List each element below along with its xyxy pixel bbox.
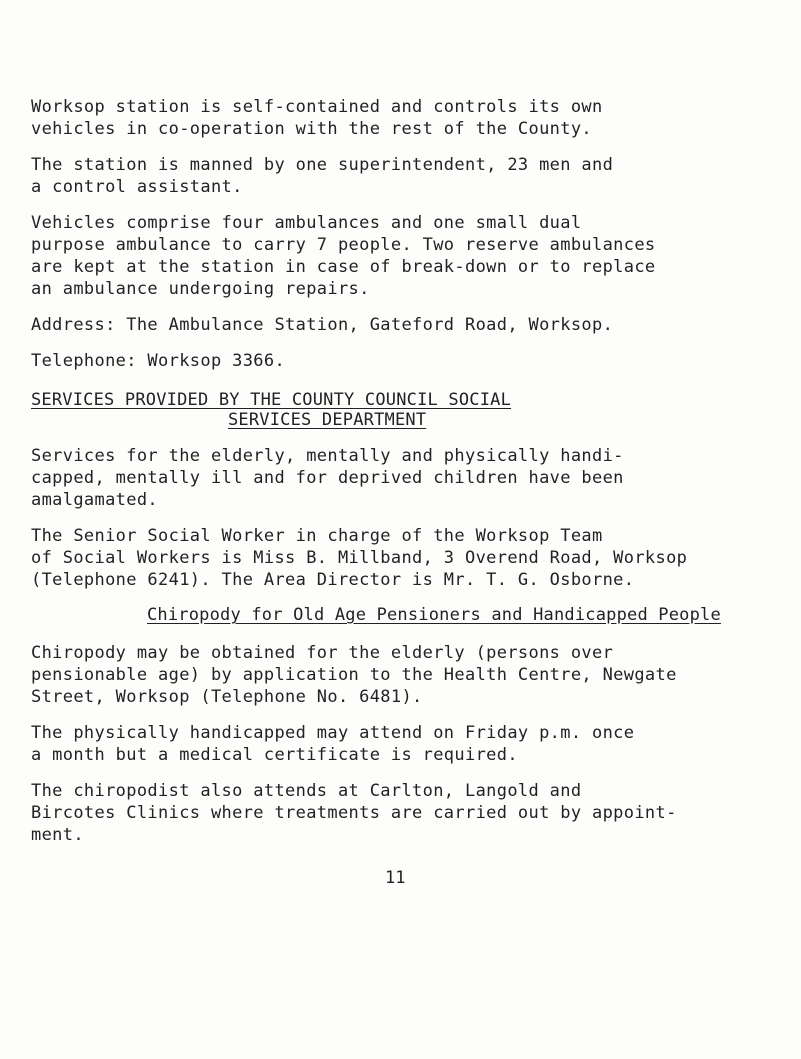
text-line: a month but a medical certificate is required. [31, 745, 518, 765]
text-line: are kept at the station in case of break-down or to replace [31, 257, 656, 277]
text-line: The Senior Social Worker in charge of the Worksop Team [31, 526, 603, 546]
text-line: of Social Workers is Miss B. Millband, 3 Overend Road, Worksop [31, 548, 688, 568]
text-line: ment. [31, 825, 84, 845]
text-line: Bircotes Clinics where treatments are carried out by appoint- [31, 803, 677, 823]
text-line: amalgamated. [31, 490, 159, 510]
text-line: an ambulance undergoing repairs. [31, 279, 370, 299]
page-number: 11 [385, 868, 406, 888]
text-line: pensionable age) by application to the Health Centre, Newgate [31, 665, 677, 685]
text-line: vehicles in co-operation with the rest of the County. [31, 119, 592, 139]
text-line: The station is manned by one superintendent, 23 men and [31, 155, 614, 175]
text-line: Vehicles comprise four ambulances and one small dual [31, 213, 582, 233]
address-line: Address: The Ambulance Station, Gateford Road, Worksop. [31, 315, 614, 335]
section-heading: SERVICES DEPARTMENT [228, 410, 427, 430]
section-heading: SERVICES PROVIDED BY THE COUNTY COUNCIL SOCIAL [31, 390, 512, 410]
text-line: purpose ambulance to carry 7 people. Two reserve ambulances [31, 235, 656, 255]
section-heading: Chiropody for Old Age Pensioners and Handicapped People [147, 605, 721, 625]
telephone-line: Telephone: Worksop 3366. [31, 351, 286, 371]
text-line: capped, mentally ill and for deprived children have been [31, 468, 624, 488]
text-line: The chiropodist also attends at Carlton, Langold and [31, 781, 582, 801]
text-line: The physically handicapped may attend on Friday p.m. once [31, 723, 635, 743]
text-line: Services for the elderly, mentally and physically handi- [31, 446, 624, 466]
text-line: Worksop station is self-contained and controls its own [31, 97, 603, 117]
text-line: (Telephone 6241). The Area Director is Mr. T. G. Osborne. [31, 570, 635, 590]
text-line: a control assistant. [31, 177, 243, 197]
text-line: Chiropody may be obtained for the elderly (persons over [31, 643, 614, 663]
text-line: Street, Worksop (Telephone No. 6481). [31, 687, 423, 707]
